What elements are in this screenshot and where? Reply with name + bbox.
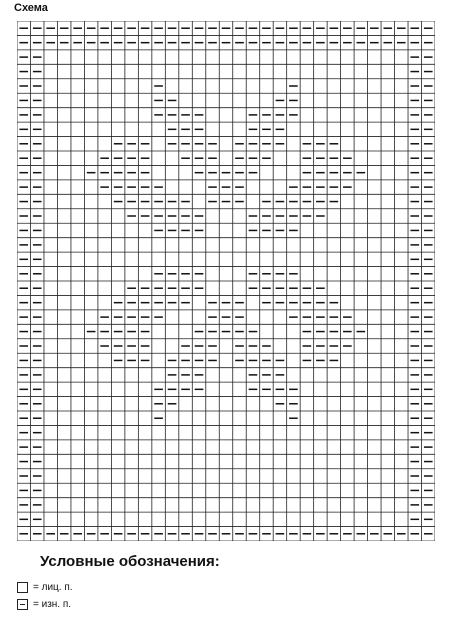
purl-stitch-symbol (17, 599, 28, 610)
legend-title: Условные обозначения: (40, 553, 220, 570)
chart-title: Схема (14, 2, 48, 14)
legend-item-knit-label: = лиц. п. (33, 581, 73, 593)
legend-item-purl-label: = изн. п. (33, 598, 72, 610)
legend-item-purl (17, 597, 71, 611)
chart-grid (17, 21, 435, 541)
legend-item-knit (17, 580, 73, 594)
knit-stitch-symbol (17, 582, 28, 593)
knitting-chart (17, 21, 435, 541)
